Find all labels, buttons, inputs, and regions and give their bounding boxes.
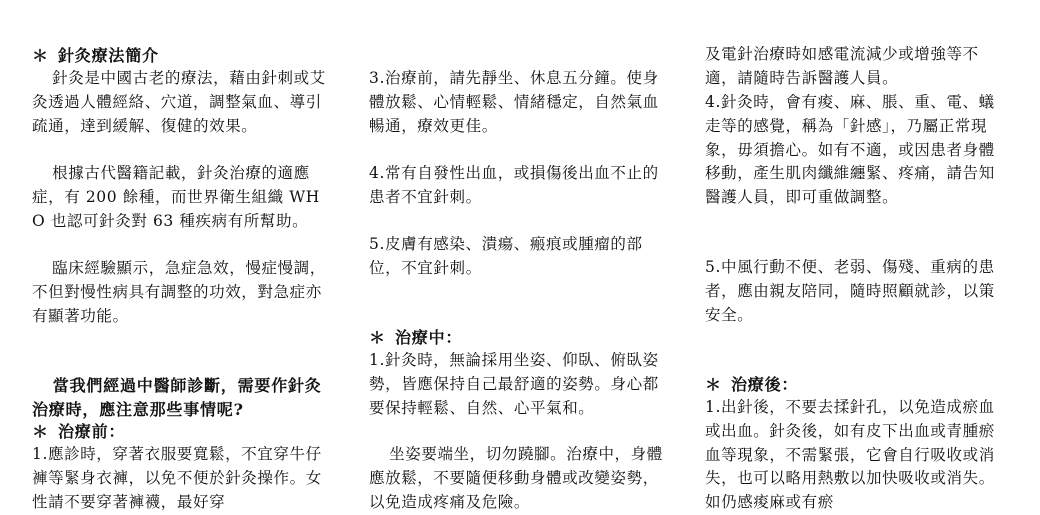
during-item-5: 5.中風行動不便、老弱、傷殘、重病的患者，應由親友陪同，隨時照顧就診，以策安全。: [705, 258, 995, 324]
during-heading: 治療中：: [395, 328, 463, 347]
intro-heading-line: [32, 44, 159, 68]
before-item-5: 5.皮膚有感染、潰瘍、瘢痕或腫瘤的部位，不宜針刺。: [369, 235, 643, 277]
intro-heading: 針灸療法簡介: [58, 46, 159, 65]
during-item-1: 1.針灸時，無論採用坐姿、仰臥、俯臥姿勢，皆應保持自己最舒適的姿勢。身心都要保持輕鬆、自然、心平氣和。: [369, 351, 659, 417]
during-item-3-continued: 及電針治療時如感電流減少或增強等不適，請隨時告訴醫護人員。: [705, 45, 979, 87]
during-item-1b: 坐姿要端坐，切勿蹺腳。治療中，身體應放鬆，不要隨便移動身體或改變姿勢，以免造成疼痛及危險。: [369, 445, 663, 511]
intro-paragraph-2: 根據古代醫籍記載，針灸治療的適應症，有 200 餘種，而世界衛生組織 WHO 也認可針灸對 63 種疾病有所幫助。: [32, 164, 320, 230]
question-heading: 當我們經過中醫師診斷，需要作針灸治療時，應注意那些事情呢?: [32, 376, 322, 419]
during-item-4: 4.針灸時，會有痠、麻、脹、重、電、蟻走等的感覺，稱為「針感」，乃屬正常現象，毋須擔心。如有不適，或因患者身體移動，產生肌肉纖維纏緊、疼痛，請告知醫護人員，即可重做調整。: [705, 93, 995, 207]
intro-paragraph-1: 針灸是中國古老的療法，藉由針刺或艾灸透過人體經絡、穴道，調整氣血、導引疏通，達到緩解、復健的效果。: [32, 69, 326, 135]
intro-paragraph-3: 臨床經驗顯示，急症急效，慢症慢調，不但對慢性病具有調整的功效，對急症亦有顯著功能。: [32, 259, 326, 325]
bullet-star-icon: ＊: [32, 46, 49, 65]
column-middle: [369, 0, 665, 511]
before-item-3: 3.治療前，請先靜坐、休息五分鐘。使身體放鬆、心情輕鬆、情緒穩定，自然氣血暢通，療效更佳。: [369, 69, 659, 135]
bullet-star-icon: ＊: [369, 328, 386, 347]
during-heading-line: [369, 326, 462, 350]
bullet-star-icon: ＊: [705, 375, 722, 394]
before-heading-line: [32, 420, 125, 444]
after-heading: 治療後：: [731, 375, 799, 394]
before-item-4: 4.常有自發性出血，或損傷後出血不止的患者不宜針刺。: [369, 164, 659, 206]
before-item-1: 1.應診時，穿著衣服要寬鬆，不宜穿牛仔褲等緊身衣褲，以免不便於針灸操作。女性請不要穿著褲襪，最好穿: [32, 445, 322, 511]
after-heading-line: [705, 373, 798, 397]
column-right: [705, 0, 1005, 512]
column-left: [32, 0, 332, 511]
after-item-1: 1.出針後，不要去揉針孔，以免造成瘀血或出血。針灸後，如有皮下出血或青腫瘀血等現象，不需緊張，它會自行吸收或消失，也可以略用熱敷以加快吸收或消失。如仍感痠麻或有瘀: [705, 398, 995, 512]
before-heading: 治療前：: [58, 422, 126, 441]
bullet-star-icon: ＊: [32, 422, 49, 441]
